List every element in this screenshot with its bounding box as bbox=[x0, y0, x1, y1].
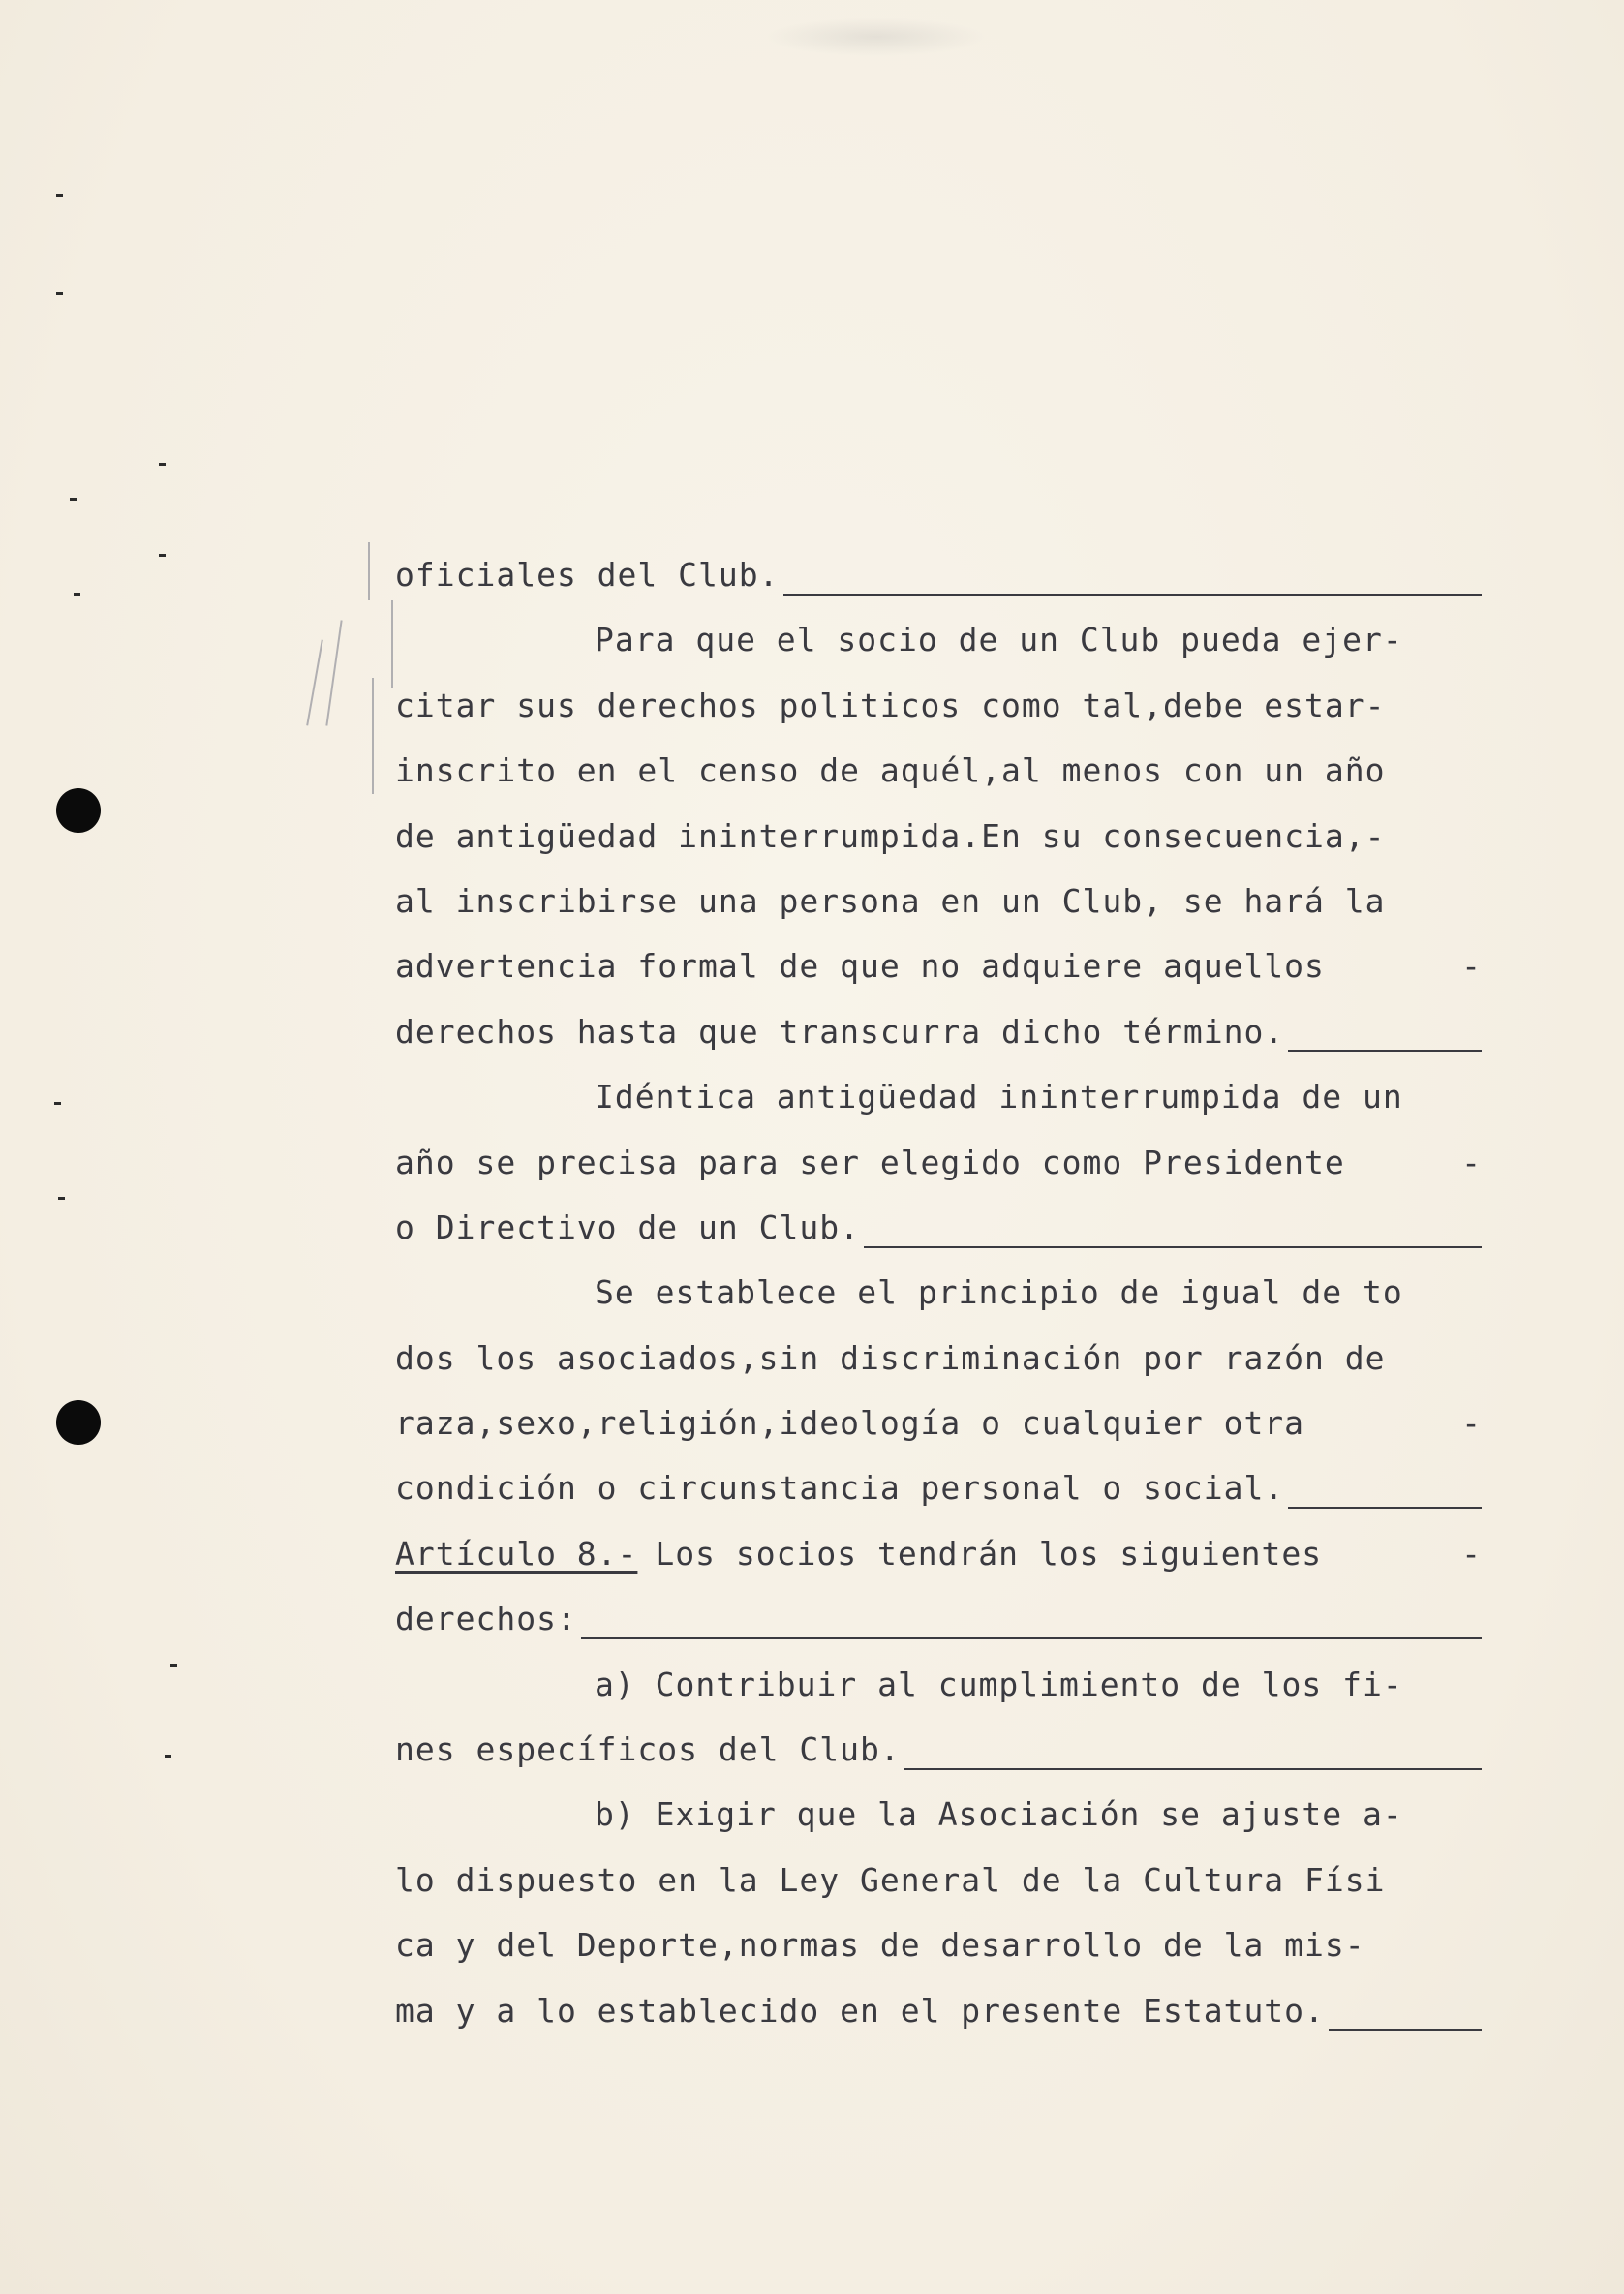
text-line bbox=[395, 1730, 1482, 1795]
text-line bbox=[395, 817, 1482, 882]
text-line bbox=[395, 1861, 1482, 1926]
text-line bbox=[395, 1273, 1482, 1338]
binder-hole-top bbox=[56, 788, 101, 833]
text-line bbox=[395, 882, 1482, 947]
line-text: al inscribirse una persona en un Club, se hará la bbox=[395, 881, 1386, 920]
margin-pencil-mark bbox=[306, 640, 323, 726]
fill-dash bbox=[1329, 2029, 1482, 2031]
margin-mark bbox=[70, 498, 77, 501]
margin-pencil-mark bbox=[372, 678, 374, 794]
line-text: de antigüedad ininterrumpida.En su consecuencia,- bbox=[395, 816, 1386, 855]
fill-dash bbox=[1288, 1507, 1482, 1509]
line-text: advertencia formal de que no adquiere aquellos bbox=[395, 947, 1325, 986]
line-end-hyphen: - bbox=[1461, 1143, 1482, 1181]
margin-mark bbox=[56, 292, 63, 295]
paper-scuff bbox=[765, 17, 988, 56]
line-text: inscrito en el censo de aquél,al menos con un año bbox=[395, 751, 1386, 790]
margin-pencil-mark bbox=[368, 542, 370, 600]
line-text: Para que el socio de un Club pueda ejer- bbox=[595, 621, 1403, 659]
line-text: lo dispuesto en la Ley General de la Cultura Físi bbox=[395, 1860, 1386, 1899]
margin-mark bbox=[74, 593, 80, 596]
text-line bbox=[395, 947, 1482, 1012]
line-text: Los socios tendrán los siguientes bbox=[655, 1534, 1323, 1573]
line-text: b) Exigir que la Asociación se ajuste a- bbox=[595, 1795, 1403, 1834]
text-line bbox=[395, 1600, 1482, 1665]
margin-mark bbox=[54, 1102, 61, 1105]
line-end-hyphen: - bbox=[1461, 1534, 1482, 1573]
fill-dash bbox=[864, 1246, 1482, 1248]
margin-mark bbox=[56, 194, 63, 197]
margin-mark bbox=[165, 1755, 171, 1758]
article-heading: Artículo 8.- bbox=[395, 1534, 638, 1573]
text-line bbox=[395, 1926, 1482, 1991]
line-text: Se establece el principio de igual de to bbox=[595, 1273, 1403, 1312]
text-line bbox=[395, 1404, 1482, 1469]
line-text: citar sus derechos politicos como tal,debe estar- bbox=[395, 686, 1386, 724]
text-line bbox=[395, 1013, 1482, 1078]
line-text: nes específicos del Club. bbox=[395, 1730, 901, 1769]
line-text: derechos: bbox=[395, 1600, 577, 1638]
binder-hole-bottom bbox=[56, 1400, 101, 1445]
line-text: Idéntica antigüedad ininterrumpida de un bbox=[595, 1078, 1403, 1116]
text-line bbox=[395, 1339, 1482, 1404]
line-text: oficiales del Club. bbox=[395, 556, 780, 594]
line-text: dos los asociados,sin discriminación por razón de bbox=[395, 1338, 1386, 1377]
margin-mark bbox=[58, 1197, 65, 1200]
text-line bbox=[395, 1992, 1482, 2057]
margin-mark bbox=[159, 554, 166, 557]
line-text: año se precisa para ser elegido como Presidente bbox=[395, 1143, 1345, 1181]
fill-dash bbox=[904, 1768, 1482, 1770]
line-text: a) Contribuir al cumplimiento de los fi- bbox=[595, 1665, 1403, 1703]
margin-mark bbox=[170, 1664, 177, 1667]
fill-dash bbox=[1288, 1050, 1482, 1052]
line-end-hyphen: - bbox=[1461, 1404, 1482, 1443]
line-text: condición o circunstancia personal o social. bbox=[395, 1469, 1285, 1508]
text-line bbox=[395, 556, 1482, 621]
text-line bbox=[395, 1795, 1482, 1860]
margin-mark bbox=[159, 463, 166, 466]
line-text: ca y del Deporte,normas de desarrollo de la mis- bbox=[395, 1926, 1365, 1965]
document-body bbox=[395, 556, 1482, 2057]
margin-pencil-mark bbox=[391, 600, 393, 688]
text-line bbox=[395, 1208, 1482, 1273]
text-line bbox=[395, 621, 1482, 686]
line-end-hyphen: - bbox=[1461, 947, 1482, 986]
text-line bbox=[395, 1535, 1482, 1600]
line-text: raza,sexo,religión,ideología o cualquier otra bbox=[395, 1404, 1305, 1443]
text-line bbox=[395, 1078, 1482, 1143]
margin-pencil-mark bbox=[325, 620, 342, 725]
text-line bbox=[395, 687, 1482, 751]
line-text: ma y a lo establecido en el presente Estatuto. bbox=[395, 1991, 1325, 2030]
line-text: derechos hasta que transcurra dicho término. bbox=[395, 1012, 1285, 1051]
fill-dash bbox=[581, 1637, 1482, 1639]
text-line bbox=[395, 1144, 1482, 1208]
line-text: o Directivo de un Club. bbox=[395, 1208, 860, 1246]
fill-dash bbox=[783, 594, 1483, 596]
text-line bbox=[395, 751, 1482, 816]
text-line bbox=[395, 1469, 1482, 1534]
text-line bbox=[395, 1666, 1482, 1730]
